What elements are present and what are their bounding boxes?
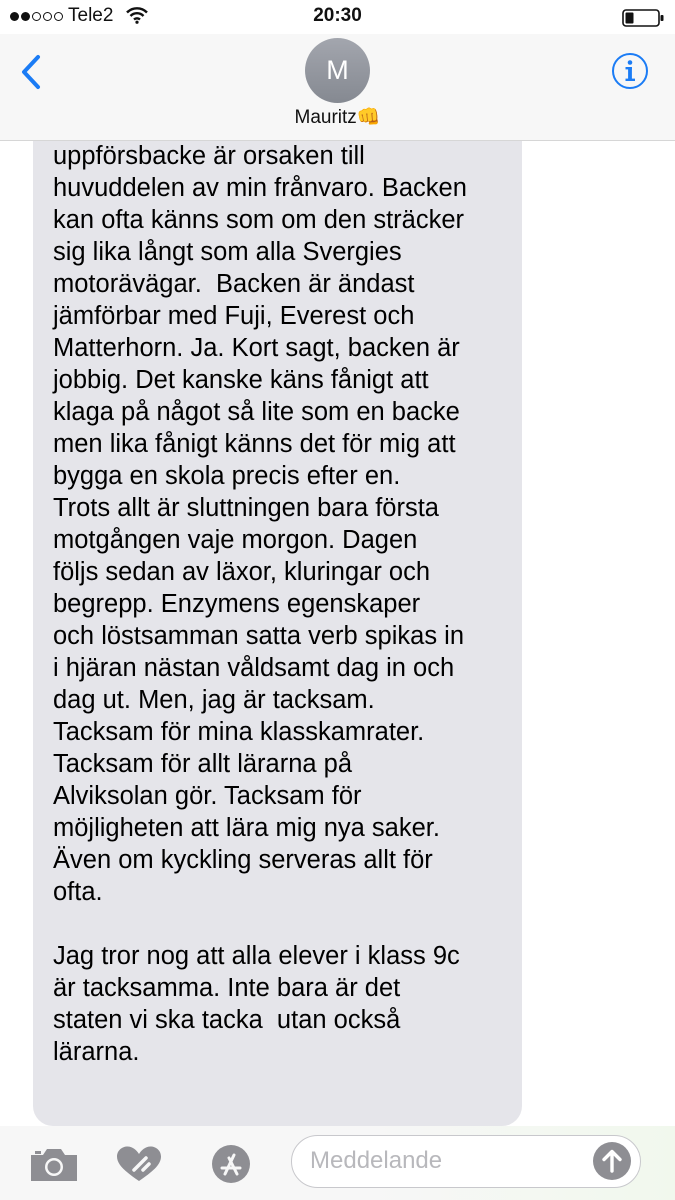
info-icon[interactable] xyxy=(611,52,649,90)
send-arrow-up-icon[interactable] xyxy=(592,1141,632,1181)
message-field[interactable] xyxy=(291,1135,641,1188)
digital-touch-heart-icon[interactable] xyxy=(113,1144,165,1184)
carrier-name: Tele2 xyxy=(68,5,114,26)
incoming-message-bubble[interactable] xyxy=(33,141,522,1126)
conversation-header xyxy=(0,34,675,141)
message-input[interactable] xyxy=(310,1136,580,1186)
contact-name[interactable]: Mauritz👊 xyxy=(294,107,381,128)
message-input-bar xyxy=(0,1126,675,1200)
status-time: 20:30 xyxy=(313,5,362,26)
app-store-icon[interactable] xyxy=(205,1144,257,1184)
contact-avatar[interactable]: M xyxy=(305,38,370,103)
battery-icon xyxy=(622,9,664,27)
back-chevron-icon[interactable] xyxy=(16,54,46,90)
camera-icon[interactable] xyxy=(28,1144,80,1184)
status-bar xyxy=(0,0,675,34)
message-thread[interactable] xyxy=(0,141,675,1126)
message-text: uppförsbacke är orsaken till huvuddelen av min frånvaro. Backen kan ofta känns som om den sträcker sig lika långt som alla Svergies motorävägar. Backen är ändast jämförbar med Fuji, Everest och Matterhorn. Ja. Kort sagt, backen är jobbig. Det kanske käns fånigt att klaga på något så lite som en backe men lika fånigt känns det för mig att bygga en skola precis efter en. Trots allt är sluttningen bara första motgången vaje morgon. Dagen följs sedan av läxor, kluringar och begrepp. Enzymens egenskaper och löstsamman satta verb spikas in i hjäran nästan våldsamt dag in och dag ut. Men, jag är tacksam. Tacksam för mina klasskamrater. Tacksam för allt lärarna på Alviksolan gör. Tacksam för möjligheten att lära mig nya saker. Även om kyckling serveras allt för ofta. Jag tror nog att alla elever i klass 9c är tacksamma. Inte bara är det staten vi ska tacka utan också lärarna. xyxy=(53,142,467,1066)
